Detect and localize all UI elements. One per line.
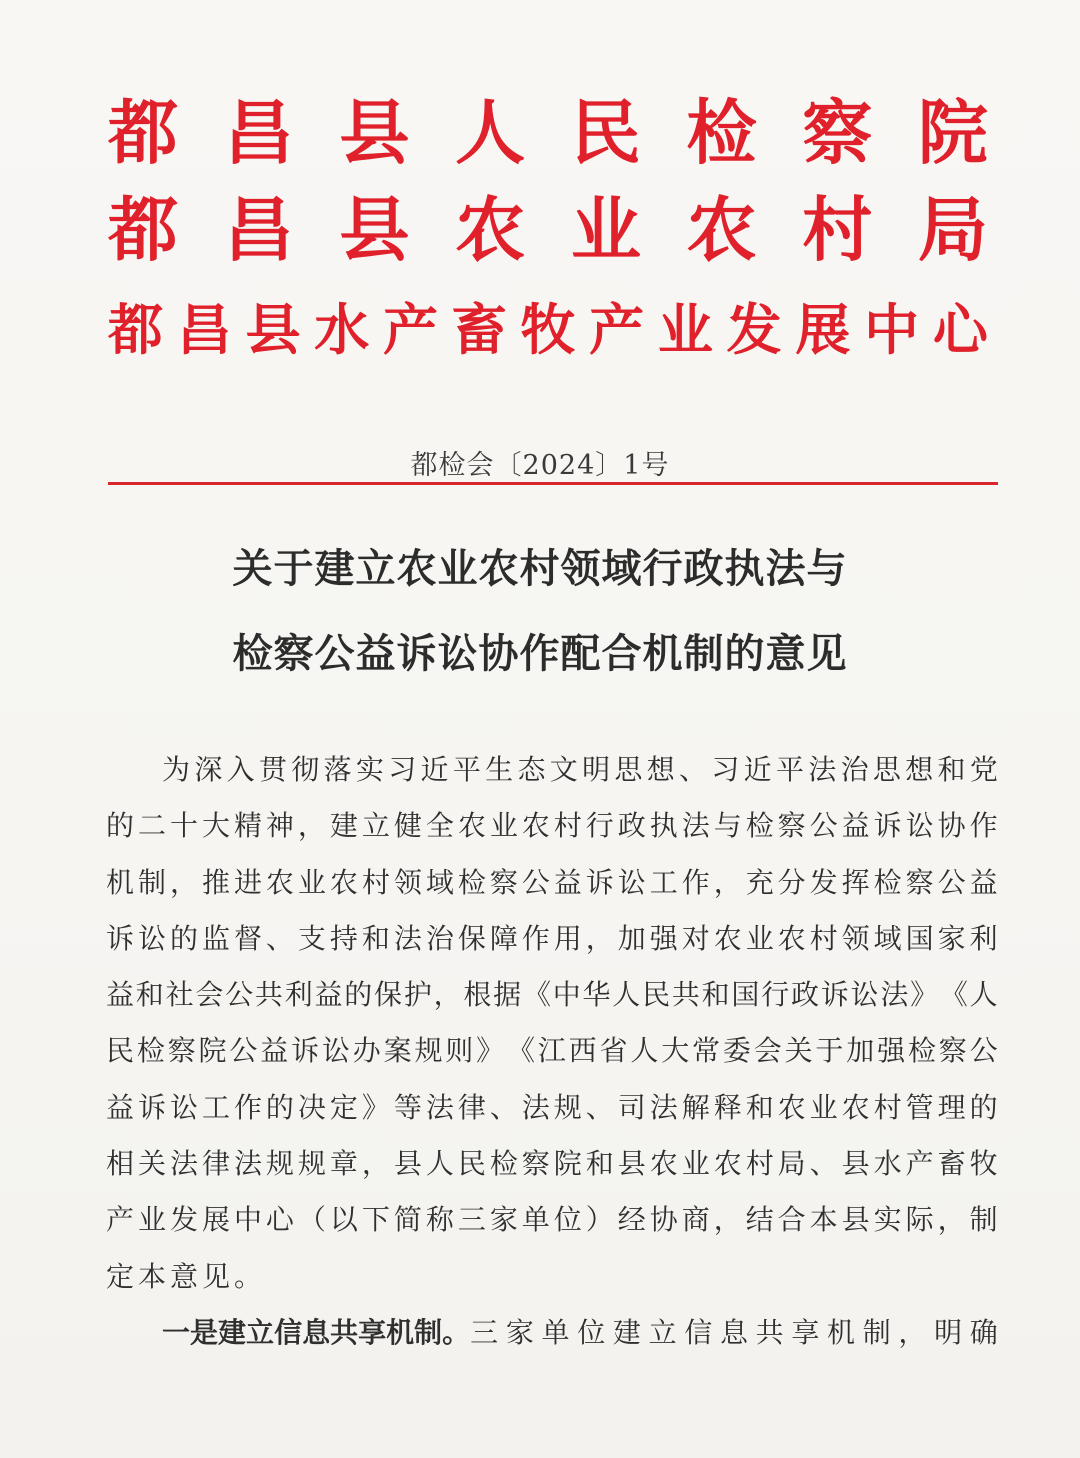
- document-number: 都检会〔2024〕1号: [410, 450, 670, 481]
- body-line: 益 和 社 会 公 共 利 益 的 保 护 ， 根 据 《 中 华 人 民 共 和 国 行 政 诉 讼 法 》 《 人: [106, 978, 998, 1012]
- body-line: 相 关 法 律 法 规 规 章 ， 县 人 民 检 察 院 和 县 农 业 农 村 局 、 县 水 产 畜 牧: [106, 1147, 998, 1181]
- section-one-text: 三 家 单 位 建 立 信 息 共 享 机 制 ， 明 确: [470, 1315, 998, 1349]
- body-line: 产 业 发 展 中 心 （ 以 下 简 称 三 家 单 位 ） 经 协 商 ， 结 合 本 县 实 际 ， 制: [106, 1203, 998, 1237]
- body-line: 诉 讼 的 监 督 、 支 持 和 法 治 保 障 作 用 ， 加 强 对 农 业 农 村 领 域 国 家 利: [106, 921, 998, 955]
- body-line: 民 检 察 院 公 益 诉 讼 办 案 规 则 》 《 江 西 省 人 大 常 委 会 关 于 加 强 检 察 公: [106, 1034, 998, 1068]
- title-line-1: 关于建立农业农村领域行政执法与: [232, 546, 848, 592]
- section-one-heading: 一 是 建 立 信 息 共 享 机 制 。: [162, 1315, 471, 1349]
- body-line: 机 制 ， 推 进 农 业 农 村 领 域 检 察 公 益 诉 讼 工 作 ， 充 分 发 挥 检 察 公 益: [106, 865, 998, 899]
- issuer-aquaculture-center: 都 昌 县 水 产 畜 牧 产 业 发 展 中 心: [108, 298, 988, 362]
- title-line-2: 检察公益诉讼协作配合机制的意见: [232, 631, 848, 677]
- body-line: 的 二 十 大 精 神 ， 建 立 健 全 农 业 农 村 行 政 执 法 与 检 察 公 益 诉 讼 协 作: [106, 809, 998, 843]
- issuer-procuratorate: 都 昌 县 人 民 检 察 院: [108, 92, 988, 174]
- issuer-agriculture-bureau: 都 昌 县 农 业 农 村 局: [108, 189, 988, 271]
- body-line: 为 深 入 贯 彻 落 实 习 近 平 生 态 文 明 思 想 、 习 近 平 法 治 思 想 和 党: [162, 753, 998, 786]
- section-one-line: [106, 1305, 998, 1361]
- red-separator-line: [108, 482, 998, 485]
- body-line: 益 诉 讼 工 作 的 决 定 》 等 法 律 、 法 规 、 司 法 解 释 和 农 业 农 村 管 理 的: [106, 1090, 998, 1124]
- body-line-last: 定本意见。: [106, 1259, 267, 1293]
- body-text: [106, 742, 998, 1361]
